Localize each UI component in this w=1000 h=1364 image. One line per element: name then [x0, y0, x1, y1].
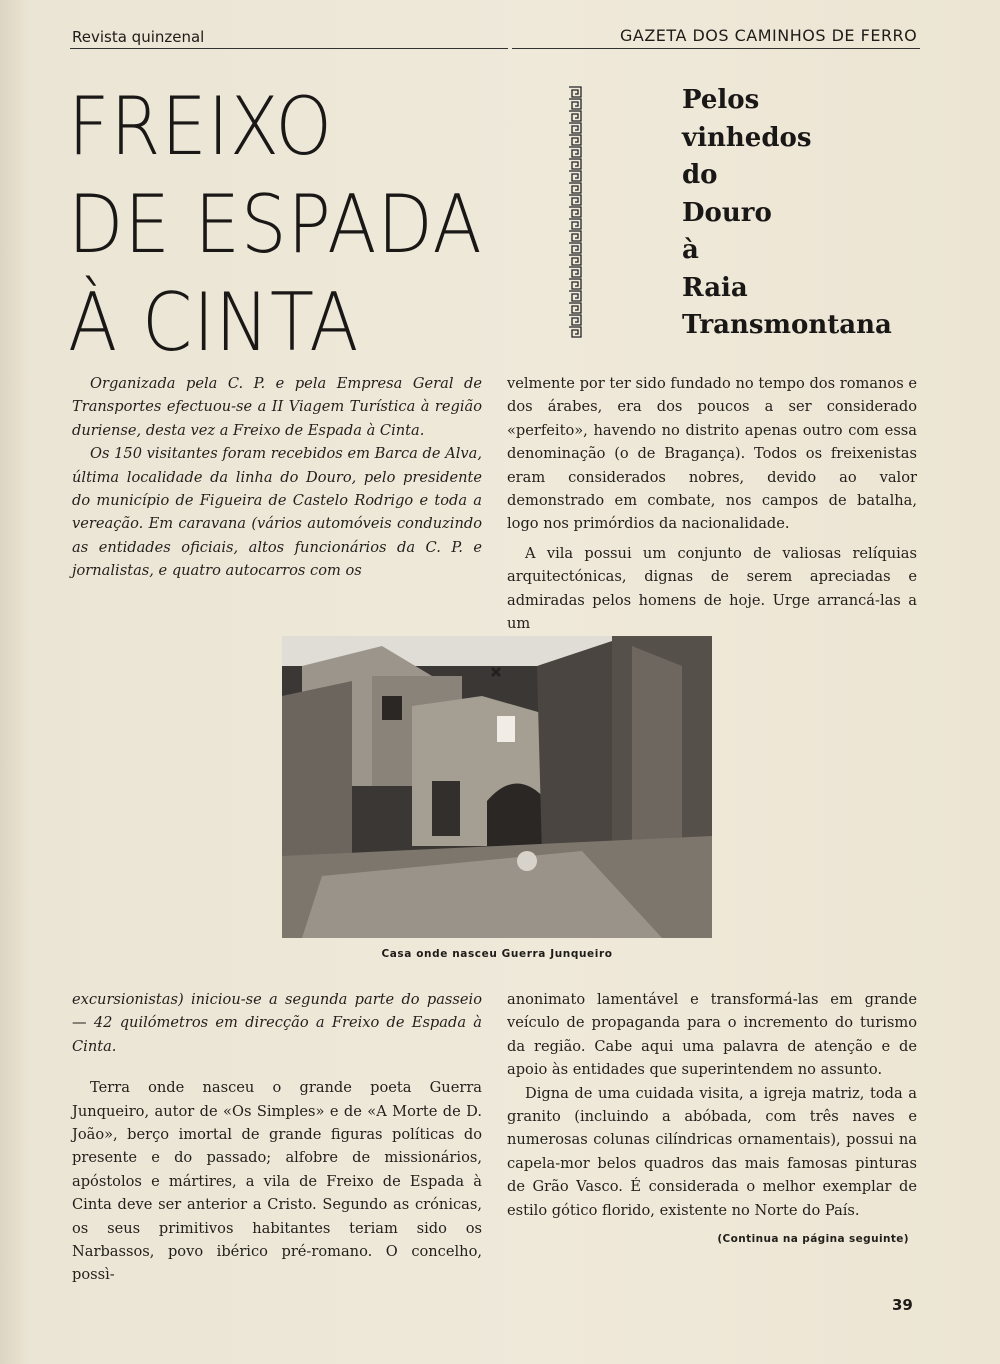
article-title [68, 78, 518, 372]
photo-caption: Casa onde nasceu Guerra Junqueiro [381, 948, 613, 960]
lead-paragraph: excursionistas) iniciou-se a segunda parte do passeio — 42 quilómetros em direcção a Freixo de Espada à Cinta. [72, 991, 482, 1055]
photo-casa-guerra-junqueiro [282, 636, 712, 938]
title-line: DE ESPADA [68, 178, 483, 271]
column-2 [507, 372, 917, 635]
subtitle-line: à [682, 235, 699, 265]
column-1 [72, 372, 482, 583]
continued-note: (Continua na página seguinte) [717, 1233, 909, 1246]
header-magazine-name: GAZETA DOS CAMINHOS DE FERRO [620, 26, 918, 45]
header-periodicity: Revista quinzenal [72, 28, 205, 46]
subtitle-line: vinhedos [682, 122, 812, 153]
subtitle-line: Transmontana [682, 310, 892, 340]
subtitle-line: Douro [682, 197, 772, 228]
header-rule-right [512, 48, 920, 49]
column-4 [507, 988, 917, 1251]
body-paragraph: Terra onde nasceu o grande poeta Guerra Junqueiro, autor de «Os Simples» e de «A Morte de D. João», berço imortal de grande figuras políticas do presente e do passado; alfobre de missionários, apóstolos e mártires, a vila de Freixo de Espada à Cinta deve ser anterior a Cristo. Segundo as crónicas, os seus primitivos habitantes teriam sido os Narbassos, povo ibérico pré-romano. O concelho, possì- [72, 1079, 482, 1284]
title-line: FREIXO [68, 80, 333, 173]
article-subtitle [682, 82, 892, 345]
header-rule-left [70, 48, 508, 49]
lead-paragraph: Os 150 visitantes foram recebidos em Barca de Alva, última localidade da linha do Douro, pelo presidente do município de Figueira de Castelo Rodrigo e toda a vereação. Em caravana (vários automóveis conduzindo as entidades oficiais, altos funcionários da C. P. e jornalistas, e quatro autocarros com os [72, 445, 482, 580]
column-3 [72, 988, 482, 1287]
body-paragraph: Digna de uma cuidada visita, a igreja matriz, toda a granito (incluindo a abóbada, com três naves e numerosas colunas cilíndricas ornamentais), possui na capela-mor belos quadros das mais famosas pinturas de Grão Vasco. É considerada o melhor exemplar de estilo gótico florido, existente no Norte do País. [507, 1084, 917, 1219]
subtitle-line: Raia [682, 272, 748, 303]
body-paragraph: anonimato lamentável e transformá-las em grande veículo de propaganda para o incremento do turismo da região. Cabe aqui uma palavra de atenção e de apoio às entidades que superintendem no assunto. [507, 991, 917, 1079]
greek-key-ornament [568, 86, 582, 338]
subtitle-line: do [682, 160, 718, 190]
lead-paragraph: Organizada pela C. P. e pela Empresa Geral de Transportes efectuou-se a II Viagem Turística à região duriense, desta vez a Freixo de Espada à Cinta. [72, 375, 482, 439]
body-paragraph: A vila possui um conjunto de valiosas relíquias arquitectónicas, dignas de serem apreciadas e admiradas pelos homens de hoje. Urge arrancá-las a um [507, 544, 917, 633]
subtitle-line: Pelos [682, 85, 760, 115]
page-number: 39 [892, 1296, 913, 1314]
title-line: À CINTA [68, 276, 360, 369]
photo-illustration [282, 636, 712, 938]
body-paragraph: velmente por ter sido fundado no tempo dos romanos e dos árabes, era dos poucos a ser considerado «perfeito», havendo no distrito apenas outro com essa denominação (o de Bragança). Todos os freixenistas eram considerados nobres, devido ao valor demonstrado em combate, nos campos de batalha, logo nos primórdios da nacionalidade. [507, 375, 917, 533]
